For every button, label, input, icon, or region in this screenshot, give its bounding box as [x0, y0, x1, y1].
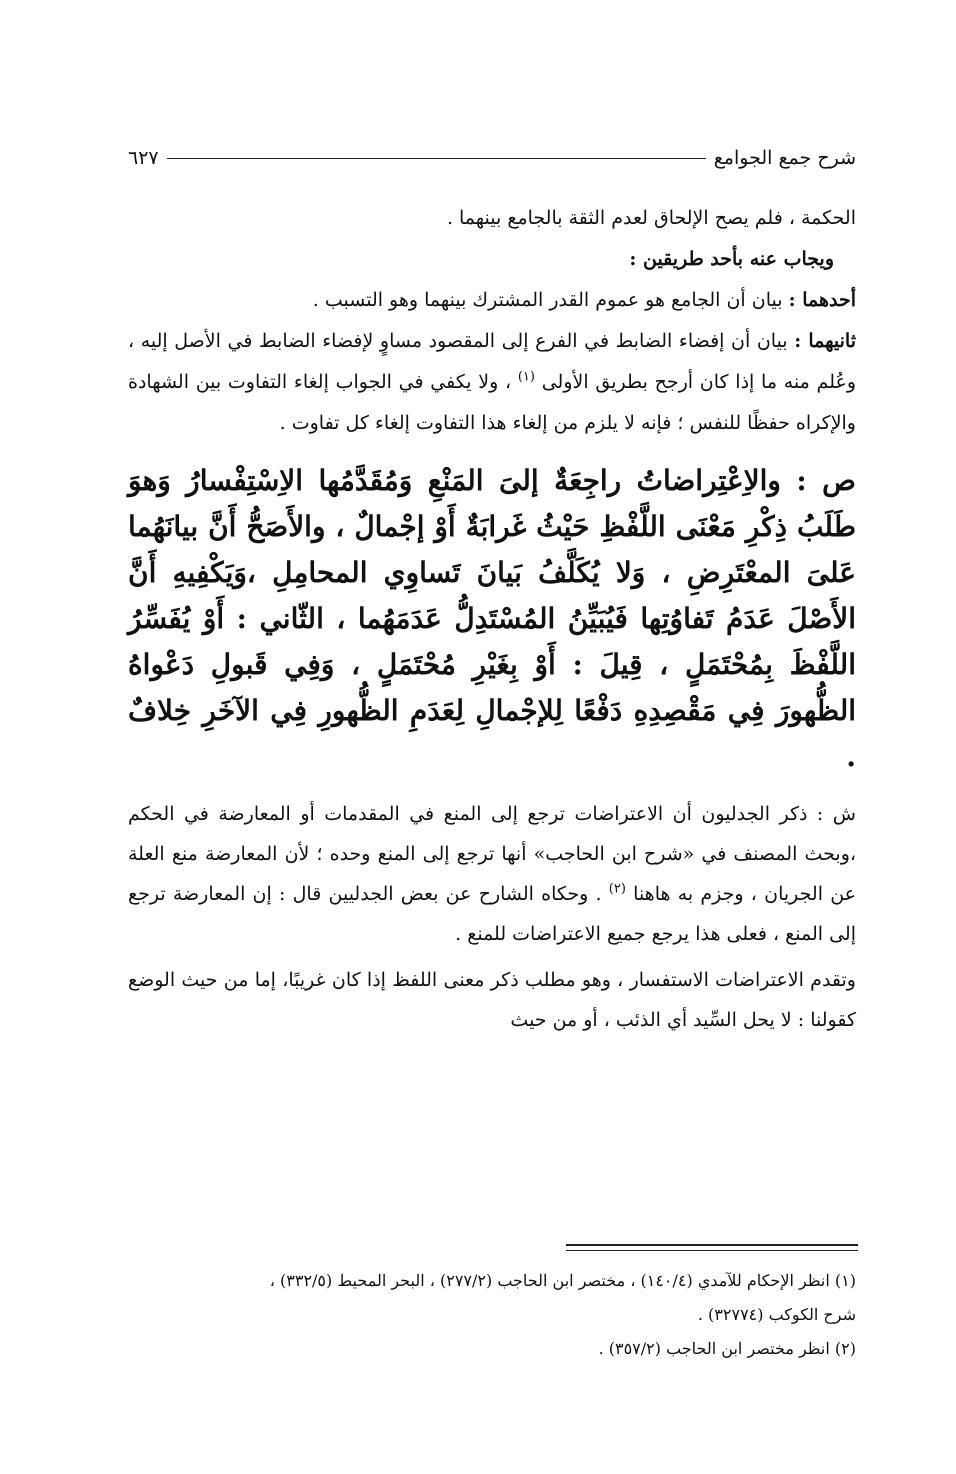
running-header [128, 140, 856, 176]
sharh-paragraph-1 [128, 794, 856, 954]
footnote-1-line-1: (١) انظر الإحكام للآمدي (١٤٠/٤) ، مختصر ابن الحاجب (٢٧٧/٢) ، البحر المحيط (٣٣٢/٥) ، [269, 1271, 856, 1290]
paragraph-4-text-b: ، ولا يكفي في الجواب إلغاء التفاوت بين الشهادة والإكراه حفظًا للنفس ؛ فإنه لا يلزم من إلغاء هذا التفاوت إلغاء كل تفاوت . [128, 371, 856, 434]
paragraph-3 [128, 280, 856, 321]
footnote-divider [566, 1244, 858, 1251]
sharh-1-text-b: . وحكاه الشارح عن بعض الجدليين قال : إن المعارضة ترجع إلى المنع ، فعلى هذا يرجع جميع الاعتراضات للمنع . [128, 883, 856, 945]
paragraph-4 [128, 321, 856, 444]
paragraph-4-text-a: بيان أن إفضاء الضابط في الفرع إلى المقصود مساوٍ لإفضاء الضابط في الأصل إليه ، وعُلم منه ما إذا كان أرجح بطريق الأولى [128, 330, 856, 393]
footnote-ref-1[interactable]: (١) [517, 369, 535, 385]
paragraph-2: ويجاب عنه بأحد طريقين : [629, 248, 834, 270]
footnote-ref-2[interactable]: (٢) [608, 881, 626, 897]
sharh-paragraph-2: وتقدم الاعتراضات الاستفسار ، وهو مطلب ذكر معنى اللفظ إذا كان غريبًا، إما من حيث الوضع كقولنا : لا يحل السِّيد أي الذئب ، أو من حيث [128, 969, 856, 1031]
header-title: شرح جمع الجوامع [713, 147, 856, 169]
footnotes [128, 1264, 856, 1366]
label-second: ثانيهما : [794, 330, 857, 352]
sharh-1-text-a: ش : ذكر الجدليون أن الاعتراضات ترجع إلى المنع في المقدمات أو المعارضة في الحكم ،وبحث المصنف في «شرح ابن الحاجب» أنها ترجع إلى المنع وحده ؛ لأن المعارضة منع العلة عن الجريان ، وجزم به هاهنا [128, 803, 856, 905]
matn-text: ص : والاِعْتِراضاتُ راجِعَةٌ إلىَ المَنْعِ وَمُقَدَّمُها الاِسْتِفْسارُ وَهوَ طَلَبُ ذِكْرِ مَعْنَى اللَّفْظِ حَيْثُ غَرابَةٌ أَوْ إجْمالٌ ، والأَصَحُّ أَنَّ بيانَهُما عَلىَ المعْتَرِضِ ، وَلا يُكَلَّفُ بَيانَ تَساوِي المحامِلِ ،وَيَكْفِيهِ أَنَّ الأَصْلَ عَدَمُ تَفاوُتِها فَيُبَيِّنُ المُسْتَدِلُّ عَدَمَهُما ، الثّاني : أَوْ يُفَسِّرُ اللَّفْظَ بِمُحْتَمَلٍ ، قِيلَ : أَوْ بِغَيْرِ مُحْتَمَلٍ ، وَفِي قَبولِ دَعْواهُ الظُّهورَ فِي مَقْصِدِهِ دَفْعًا لِلإجْمالِ لِعَدَمِ الظُّهورِ فِي الآخَرِ خِلافٌ . [128, 464, 857, 773]
paragraph-3-text: بيان أن الجامع هو عموم القدر المشترك بينهما وهو التسبب . [312, 289, 783, 311]
footnote-2: (٢) انظر مختصر ابن الحاجب (٣٥٧/٢) . [598, 1339, 856, 1358]
paragraph-1: الحكمة ، فلم يصح الإلحاق لعدم الثقة بالجامع بينهما . [446, 207, 856, 229]
page-number: ٦٢٧ [128, 147, 159, 169]
footnote-1-line-2: شرح الكوكب (٣٢٧٧٤) . [697, 1305, 856, 1324]
page-content [128, 140, 856, 1040]
label-first: أحدهما : [788, 289, 856, 311]
header-rule [167, 158, 706, 159]
